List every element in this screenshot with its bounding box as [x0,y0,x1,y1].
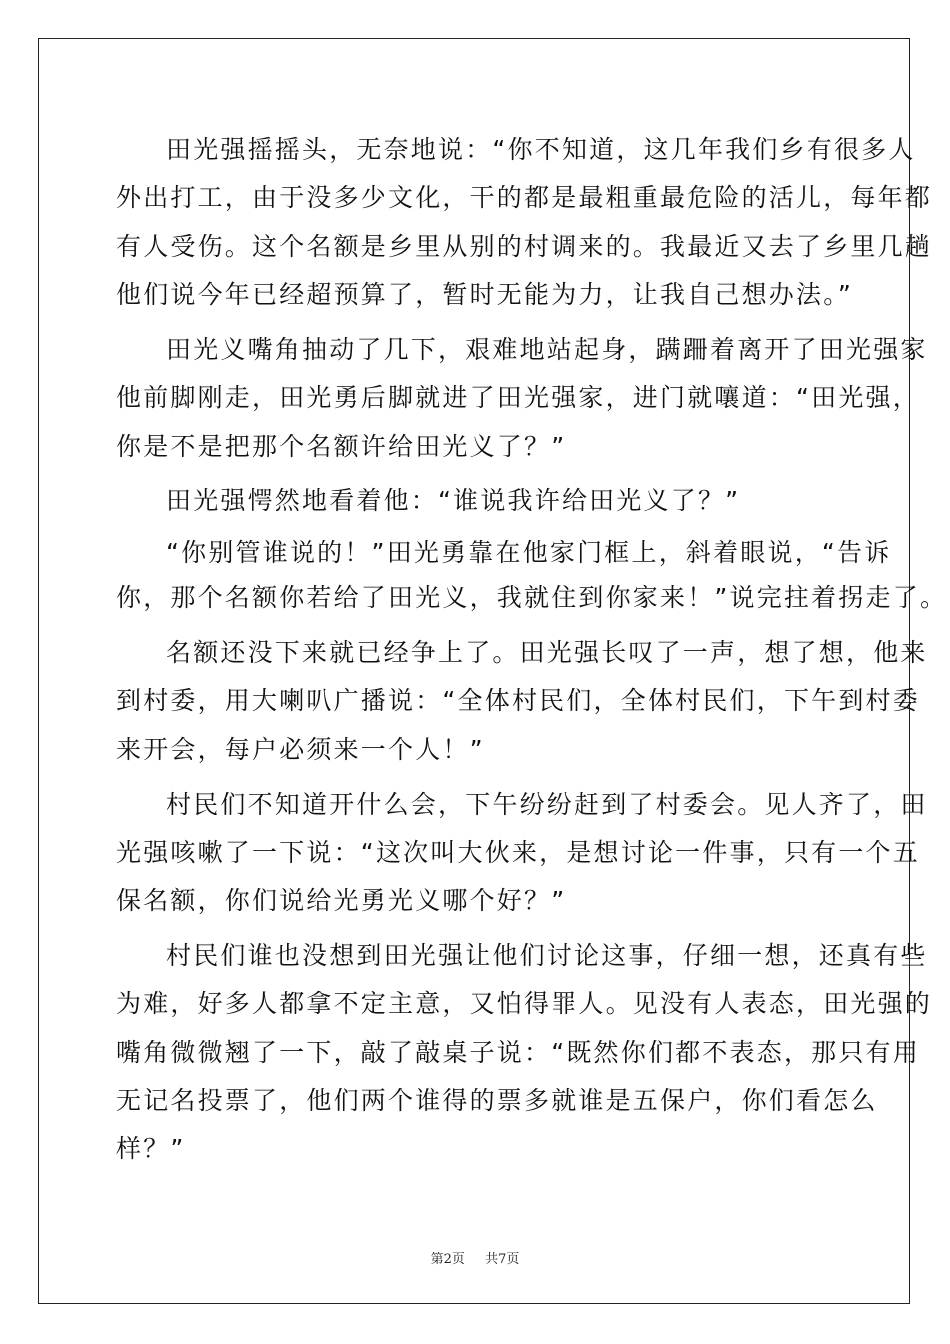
paragraph-line: 嘴角微微翘了一下，敲了敲桌子说：“既然你们都不表态，那只有用 [116,1038,920,1067]
paragraph-line: 村民们不知道开什么会，下午纷纷赶到了村委会。见人齐了，田 [166,790,928,819]
paragraph-line: 田光强摇摇头，无奈地说：“你不知道，这几年我们乡有很多人 [166,135,916,164]
paragraph-line: 你，那个名额你若给了田光义，我就住到你家来！”说完拄着拐走了。 [116,583,948,612]
paragraph-line: 田光义嘴角抽动了几下，艰难地站起身，蹒跚着离开了田光强家 [166,335,928,364]
page-number: 第2页 [430,1252,465,1267]
paragraph-line: 村民们谁也没想到田光强让他们讨论这事，仔细一想，还真有些 [166,941,928,970]
paragraph-line: 他们说今年已经超预算了，暂时无能为力，让我自己想办法。” [116,280,854,309]
paragraph-line: 名额还没下来就已经争上了。田光强长叹了一声，想了想，他来 [166,638,928,667]
paragraph-line: 外出打工，由于没多少文化，干的都是最粗重最危险的活儿，每年都 [116,183,933,212]
paragraph-line: 有人受伤。这个名额是乡里从别的村调来的。我最近又去了乡里几趟 [116,232,933,261]
paragraph-line: 到村委，用大喇叭广播说：“全体村民们，全体村民们，下午到村委 [116,686,920,715]
paragraph-line: 来开会，每户必须来一个人！” [116,735,485,764]
paragraph-line: 为难，好多人都拿不定主意，又怕得罪人。见没有人表态，田光强的 [116,989,933,1018]
paragraph-line: 保名额，你们说给光勇光义哪个好？” [116,886,567,915]
paragraph-line: 他前脚刚走，田光勇后脚就进了田光强家，进门就嚷道：“田光强， [116,383,920,412]
paragraph-line: “你别管谁说的！”田光勇靠在他家门框上，斜着眼说，“告诉 [166,538,892,567]
page-footer [0,1248,950,1267]
paragraph-line: 无记名投票了，他们两个谁得的票多就谁是五保户，你们看怎么 [116,1086,878,1115]
page-total: 共7页 [485,1252,520,1267]
paragraph-line: 田光强愕然地看着他：“谁说我许给田光义了？” [166,486,741,515]
paragraph-line: 样？” [116,1134,186,1163]
paragraph-line: 你是不是把那个名额许给田光义了？” [116,432,567,461]
paragraph-line: 光强咳嗽了一下说：“这次叫大伙来，是想讨论一件事，只有一个五 [116,838,920,867]
